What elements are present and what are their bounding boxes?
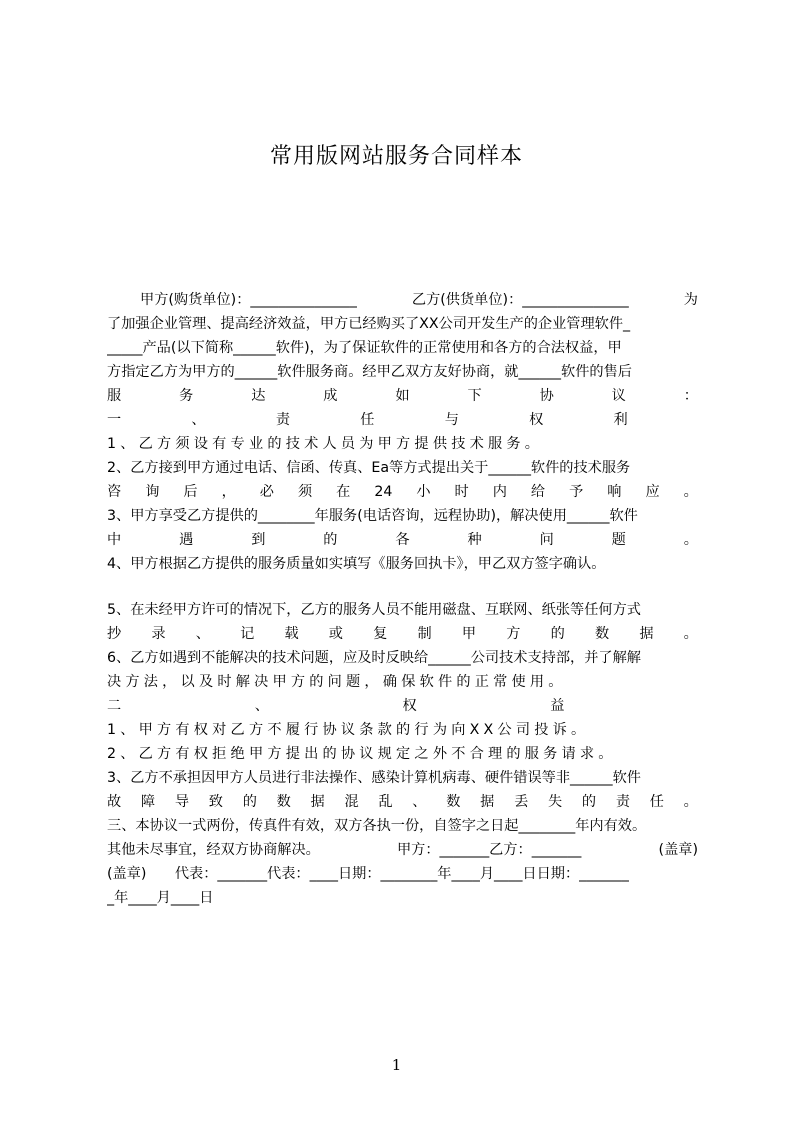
section-heading-2 <box>107 694 698 718</box>
char: 询 <box>145 484 160 500</box>
char: 的 <box>581 794 597 810</box>
char: 协 <box>539 388 554 404</box>
clause-2-1: 1、甲方有权对乙方不履行协议条款的行为向XX公司投诉。 <box>107 722 590 738</box>
clause-1-5-cont <box>107 622 698 646</box>
char: 一 <box>107 412 122 428</box>
char: 方 <box>506 626 521 642</box>
char: 响 <box>607 484 622 500</box>
char: 予 <box>569 484 584 500</box>
char: 须 <box>297 484 313 500</box>
body-line-5 <box>107 384 698 408</box>
char: 的 <box>323 532 338 548</box>
char: 咨 <box>107 484 122 500</box>
char: 数 <box>594 626 610 642</box>
party-b-field: 乙方(供货单位)：_______________ <box>411 292 629 308</box>
char: 致 <box>208 794 223 810</box>
char: 中 <box>107 532 122 548</box>
char: 、 <box>412 794 427 810</box>
representative-date-line: (盖章) 代表：_______代表：____日期：________年____月____日日期：_______ <box>107 866 629 882</box>
clause-1-2: 2、乙方接到甲方通过电话、信函、传真、Ea等方式提出关于______软件的技术服务 <box>107 460 631 476</box>
char: 故 <box>107 794 122 810</box>
char: 二 <box>107 698 122 714</box>
char: 益 <box>550 698 565 714</box>
party-line-tail: 为 <box>683 292 698 308</box>
char: 、 <box>195 626 210 642</box>
char: 题 <box>611 532 626 548</box>
char: 。 <box>683 794 698 810</box>
page-number: 1 <box>391 1056 402 1074</box>
char: 失 <box>547 794 563 810</box>
char: 在 <box>336 484 351 500</box>
section-3: 三、本协议一式两份，传真件有效，双方各执一份，自签字之日起________年内有效。 <box>107 818 647 834</box>
clause-1-5: 5、在未经甲方许可的情况下，乙方的服务人员不能用磁盘、互联网、纸张等任何方式 <box>107 602 641 618</box>
char: ， <box>221 484 236 500</box>
char: 责 <box>615 794 631 810</box>
char: 时 <box>454 484 469 500</box>
char: 、 <box>191 412 206 428</box>
char: 成 <box>323 388 338 404</box>
party-signatures: 甲方：_______乙方：_______ <box>396 842 582 858</box>
char: 的 <box>550 626 565 642</box>
char: 。 <box>683 484 698 500</box>
section-heading-1 <box>107 408 698 432</box>
body-line-4: 方指定乙方为甲方的______软件服务商。经甲乙双方友好协商，就______软件的售后 <box>107 364 632 380</box>
char: 乱 <box>378 794 393 810</box>
party-line <box>107 288 698 312</box>
clause-1-1: 1、乙方须设有专业的技术人员为甲方提供技术服务。 <box>107 436 544 452</box>
char: 数 <box>276 794 291 810</box>
body-line-3: _____产品(以下简称______软件)，为了保证软件的正常使用和各方的合法权益，甲 <box>107 340 622 356</box>
char: 利 <box>613 412 628 428</box>
char: 抄 <box>107 626 122 642</box>
char: 障 <box>140 794 156 810</box>
char: ： <box>683 388 698 404</box>
char: 录 <box>151 626 166 642</box>
body-line-2: 了加强企业管理、提高经济效益，甲方已经购买了XX公司开发生产的企业管理软件_ <box>107 316 631 332</box>
char: 应 <box>645 484 660 500</box>
char: 24 <box>374 484 393 500</box>
char: 任 <box>649 794 664 810</box>
char: 。 <box>683 532 698 548</box>
char: 务 <box>179 388 194 404</box>
clause-2-3: 3、乙方不承担因甲方人员进行非法操作、感染计算机病毒、硬件错误等非______软件 <box>107 770 641 786</box>
char: 各 <box>395 532 410 548</box>
char: 。 <box>683 626 698 642</box>
contract-body <box>107 288 698 910</box>
char: 达 <box>251 388 266 404</box>
char: 小 <box>416 484 431 500</box>
char: 甲 <box>461 626 477 642</box>
char: 载 <box>284 626 299 642</box>
char: 或 <box>328 626 343 642</box>
char: 问 <box>539 532 554 548</box>
signature-line <box>107 838 698 862</box>
clause-2-3-cont <box>107 790 698 814</box>
char: 丢 <box>514 794 529 810</box>
char: 的 <box>242 794 257 810</box>
char: 与 <box>444 412 459 428</box>
char: 权 <box>529 412 544 428</box>
char: 据 <box>480 794 495 810</box>
party-a-field: 甲方(购货单位)：_______________ <box>140 292 357 308</box>
char: 权 <box>402 698 417 714</box>
char: 数 <box>446 794 461 810</box>
clause-1-6: 6、乙方如遇到不能解决的技术问题，应及时反映给______公司技术支持部，并了解解 <box>107 650 641 666</box>
clause-1-3: 3、甲方享受乙方提供的________年服务(电话咨询，远程协助)，解决使用______软件 <box>107 508 638 524</box>
char: 混 <box>344 794 359 810</box>
char: 如 <box>395 388 410 404</box>
char: 后 <box>183 484 198 500</box>
char: 复 <box>373 626 388 642</box>
char: 服 <box>107 388 122 404</box>
char: 种 <box>467 532 482 548</box>
seal-label: (盖章) <box>658 842 698 858</box>
char: 记 <box>240 626 255 642</box>
clause-1-6-cont: 决方法，以及时解决甲方的问题，确保软件的正常使用。 <box>107 674 567 690</box>
char: 导 <box>174 794 190 810</box>
date-line-cont: _年____月____日 <box>107 890 214 906</box>
char: 、 <box>254 698 269 714</box>
char: 到 <box>251 532 266 548</box>
char: 遇 <box>179 532 194 548</box>
char: 议 <box>611 388 626 404</box>
char: 制 <box>417 626 432 642</box>
char: 据 <box>310 794 325 810</box>
char: 据 <box>639 626 654 642</box>
char: 内 <box>492 484 507 500</box>
clause-1-3-cont <box>107 528 698 552</box>
clause-1-2-cont <box>107 480 698 504</box>
clause-1-4: 4、甲方根据乙方提供的服务质量如实填写《服务回执卡》，甲乙双方签字确认。 <box>107 556 606 572</box>
char: 责 <box>275 412 291 428</box>
closing-text: 其他未尽事宜，经双方协商解决。 <box>107 842 320 858</box>
document-title: 常用版网站服务合同样本 <box>269 144 523 169</box>
char: 必 <box>259 484 274 500</box>
clause-2-2: 2、乙方有权拒绝甲方提出的协议规定之外不合理的服务请求。 <box>107 746 617 762</box>
char: 任 <box>360 412 375 428</box>
char: 下 <box>467 388 482 404</box>
char: 给 <box>530 484 546 500</box>
